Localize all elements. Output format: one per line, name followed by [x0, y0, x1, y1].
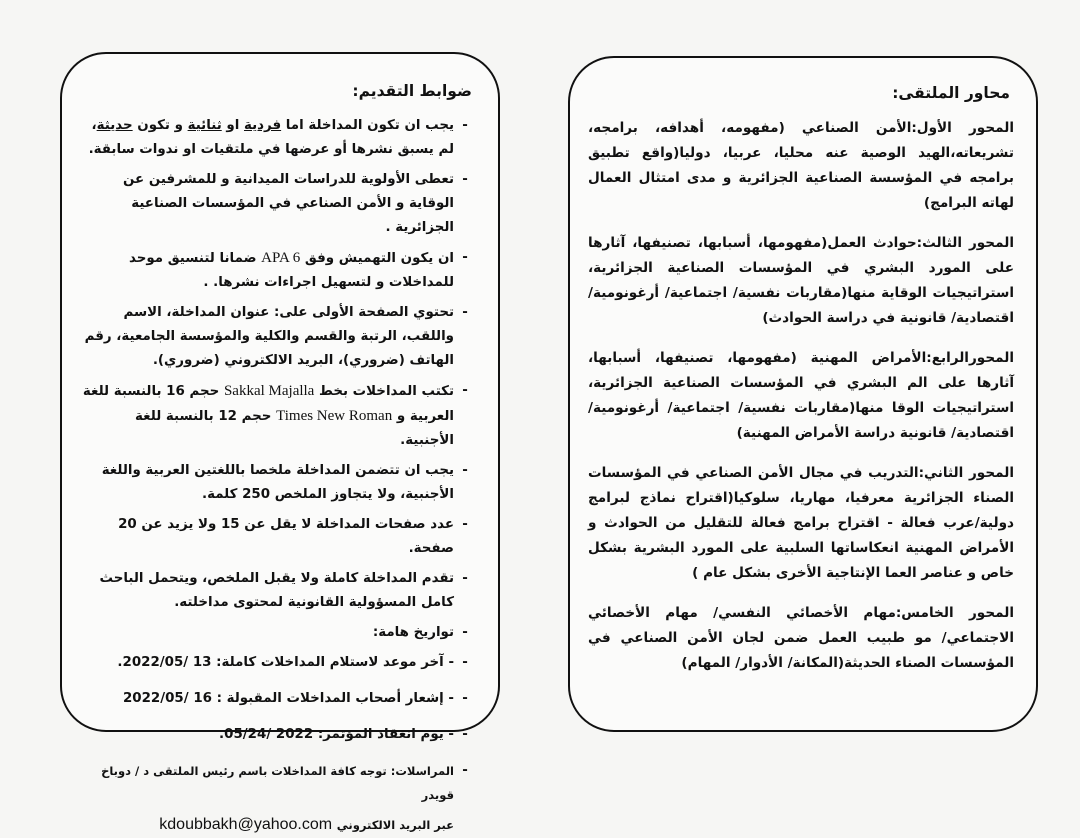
- rule-item: - عدد صفحات المداخلة لا يقل عن 15 ولا يزيد عن 20 صفحة.: [118, 517, 468, 556]
- date-deadline: - - آخر موعد لاستلام المداخلات كاملة: 13 /2022/05.: [117, 655, 468, 670]
- submission-rules-panel: [60, 52, 500, 833]
- contact-line: - المراسلات: توجه كافة المداخلات باسم رئيس الملتقى د / دوباخ قويدر: [101, 763, 468, 802]
- important-dates-heading: - تواريخ هامة:: [372, 625, 468, 640]
- axis-4: المحورالرابع:الأمراض المهنية (مفهومها، تصنيفها، أسبابها، آثارها على الم البشري في المؤسسات الصناعية الجزائرية، استراتيجيات الوقا منها(مقاربات نفسية/ اجتماعية/ أرغونومية/ اقتصادية/ قانونية دراسة الأمراض المهنية): [588, 350, 1014, 441]
- date-conference: - - يوم انعقاد المؤتمر: 2022 /05/24.: [219, 727, 468, 742]
- axis-5: المحور الخامس:مهام الأخصائي النفسي/ مهام الأخصائي الاجتماعي/ مو طبيب العمل ضمن لجان الأمن الصناعي في المؤسسات الصناء الحديثة(المكانة/ الأدوار/ المهام): [588, 605, 1014, 671]
- email-line: عبر البريد الالكتروني kdoubbakh@yahoo.com: [159, 816, 454, 833]
- rule-item: - يجب ان تكون المداخلة اما فردية او ثنائية و تكون حديثة، لم يسبق نشرها أو عرضها في ملتقيات او ندوات سابقة.: [88, 118, 468, 157]
- axis-1: المحور الأول:الأمن الصناعي (مفهومه، أهدافه، برامجه، تشريعاته،الهيد الوصية عنه محليا، عربيا، دوليا(واقع تطبيق برامجه في المؤسسة الصناعية الجزائرية و مدى امتثال العمال لهاته البرامج): [588, 120, 1014, 211]
- axis-3: المحور الثالث:حوادث العمل(مفهومها، أسبابها، تصنيفها، آثارها على المورد البشري في المؤسسات الصناعية الجزائرية، استراتيجيات الوقاية منها(مقاربات نفسية/ اجتماعية/ أرغونومية/ اقتصادية/ قانونية في دراسة الحوادث): [588, 235, 1014, 326]
- rules-heading: ضوابط التقديم:: [352, 82, 472, 100]
- conference-axes-panel: [568, 56, 1038, 732]
- rule-item: - تكتب المداخلات بخط Sakkal Majalla حجم 16 بالنسبة للغة العربية و Times New Roman حجم 12 بالنسبة للغة الأجنبية.: [82, 383, 468, 448]
- email-link[interactable]: kdoubbakh@yahoo.com: [159, 816, 333, 833]
- rule-item: - تقدم المداخلة كاملة ولا يقبل الملخص، ويتحمل الباحث كامل المسؤولية القانونية لمحتوى مداخلته.: [99, 571, 468, 610]
- rule-item: - يجب ان تتضمن المداخلة ملخصا باللغتين العربية واللغة الأجنبية، ولا يتجاوز الملخص 250 كلمة.: [101, 463, 468, 502]
- axis-2: المحور الثاني:التدريب في مجال الأمن الصناعي في المؤسسات الصناء الجزائرية معرفيا، مهاريا، سلوكيا(اقتراح نماذج لبرامج دولية/عرب فعالة - اقتراح برامج فعالة للتقليل من الحوادث و الأمراض المهنية انعكاساتها السلبية على المورد البشرية بشكل خاص و عناصر العما الإنتاجية الأخرى بشكل عام ): [588, 465, 1014, 581]
- axes-heading: محاور الملتقى:: [892, 84, 1010, 102]
- date-acceptance: - - إشعار أصحاب المداخلات المقبولة : 16 /2022/05: [122, 691, 468, 706]
- rule-item: - ان يكون التهميش وفق APA 6 ضمانا لتنسيق موحد للمداخلات و لتسهيل اجراءات نشرها. .: [128, 250, 468, 290]
- rule-item: - تعطى الأولوية للدراسات الميدانية و للمشرفين عن الوقاية و الأمن الصناعي في المؤسسات الصناعية الجزائرية .: [122, 172, 468, 235]
- rule-item: - تحتوي الصفحة الأولى على: عنوان المداخلة، الاسم واللقب، الرتبة والقسم والكلية والمؤسسة الجامعية، رقم الهاتف (ضروري)، البريد الالكتروني (ضروري).: [84, 305, 468, 368]
